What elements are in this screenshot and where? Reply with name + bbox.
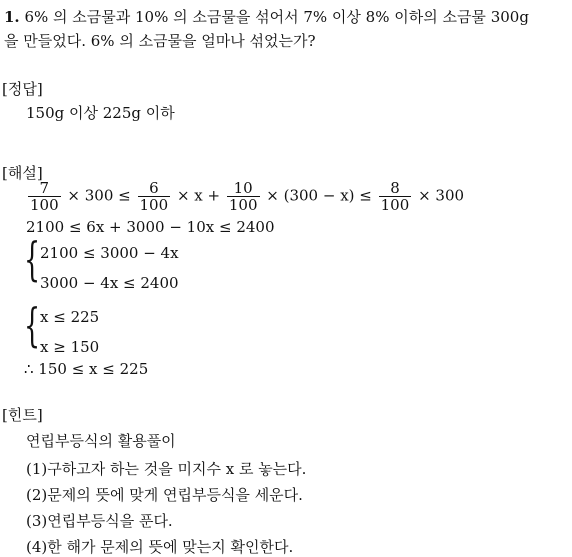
fraction-8-100 — [379, 180, 412, 213]
fraction-numerator: 10 — [233, 179, 253, 197]
hint-title: 연립부등식의 활용풀이 — [26, 432, 176, 450]
hint-step-3: (3)연립부등식을 푼다. — [26, 512, 173, 530]
fraction-denominator: 100 — [30, 196, 59, 214]
fraction-denominator: 100 — [380, 196, 410, 214]
fraction-10-100 — [227, 180, 260, 213]
hint-step-1: (1)구하고자 하는 것을 미지수 x 로 놓는다. — [26, 460, 307, 478]
fraction-6-100 — [138, 180, 171, 213]
eq-text-4: × 300 — [418, 186, 465, 205]
system2-line-b: x ≥ 150 — [40, 338, 100, 356]
fraction-numerator: 8 — [390, 179, 400, 197]
solution-conclusion: ∴ 150 ≤ x ≤ 225 — [24, 360, 149, 378]
problem-text-2: 을 만들었다. 6% 의 소금물을 얼마나 섞었는가? — [4, 32, 316, 50]
system2-line-a: x ≤ 225 — [40, 308, 100, 326]
hint-heading: [힌트] — [2, 406, 43, 424]
problem-text-1: 6% 의 소금물과 10% 의 소금물을 섞어서 7% 이상 8% 이하의 소금물 300g — [24, 8, 529, 26]
solution-equation-1 — [26, 180, 464, 213]
problem-line-1 — [4, 6, 529, 27]
answer-text: 150g 이상 225g 이하 — [26, 104, 175, 122]
solution-heading: [해설] — [2, 164, 43, 182]
eq-text-2: × x + — [176, 186, 221, 205]
eq-text-1: × 300 ≤ — [67, 186, 131, 205]
system1-line-b: 3000 − 4x ≤ 2400 — [40, 274, 179, 292]
answer-heading: [정답] — [2, 80, 43, 98]
left-brace-2: { — [24, 298, 41, 352]
fraction-denominator: 100 — [139, 196, 169, 214]
left-brace-1: { — [24, 232, 41, 286]
hint-step-2: (2)문제의 뜻에 맞게 연립부등식을 세운다. — [26, 486, 303, 504]
fraction-numerator: 6 — [149, 179, 159, 197]
fraction-denominator: 100 — [228, 196, 258, 214]
problem-number: 1. — [4, 8, 20, 26]
eq-text-3: × (300 − x) ≤ — [266, 186, 372, 205]
hint-step-4: (4)한 해가 문제의 뜻에 맞는지 확인한다. — [26, 538, 294, 556]
fraction-numerator: 7 — [39, 179, 50, 197]
solution-equation-2: 2100 ≤ 6x + 3000 − 10x ≤ 2400 — [26, 218, 275, 236]
fraction-7-100 — [28, 180, 61, 213]
system1-line-a: 2100 ≤ 3000 − 4x — [40, 244, 179, 262]
